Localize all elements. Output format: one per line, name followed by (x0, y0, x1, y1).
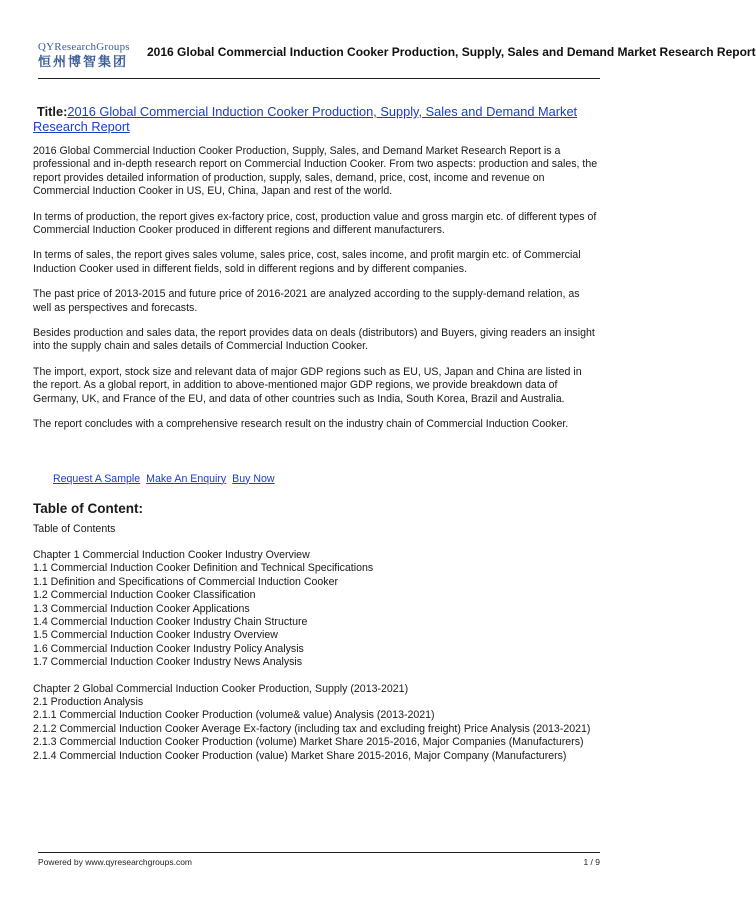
toc-line: 2.1.1 Commercial Induction Cooker Production (volume& value) Analysis (2013-2021) (33, 709, 435, 722)
toc-line: 1.6 Commercial Induction Cooker Industry Policy Analysis (33, 642, 304, 655)
report-paragraph: 2016 Global Commercial Induction Cooker Production, Supply, Sales, and Demand Market Research Report is a professional and in-depth research report on Commercial Induction Cooker. From two aspects: production and sales, the report provides detailed information of production, supply, sales, demand, price, cost, income and revenue on Commercial Induction Cooker in US, EU, China, Japan and rest of the world. (33, 145, 598, 198)
toc-line: Chapter 2 Global Commercial Induction Cooker Production, Supply (2013-2021) (33, 682, 409, 695)
toc-intro: Table of Contents (33, 522, 116, 535)
toc-line: 2.1.3 Commercial Induction Cooker Production (volume) Market Share 2015-2016, Major Companies (Manufacturers) (33, 736, 584, 749)
toc-line: 1.1 Commercial Induction Cooker Definition and Technical Specifications (33, 562, 374, 575)
toc-line: 1.5 Commercial Induction Cooker Industry Overview (33, 629, 278, 642)
buy-now-link[interactable]: Buy Now (232, 472, 275, 485)
toc-line: 1.3 Commercial Induction Cooker Applications (33, 602, 250, 615)
report-body (33, 104, 599, 763)
toc-heading: Table of Content: (33, 500, 143, 516)
footer-divider (38, 852, 600, 853)
report-paragraph: Besides production and sales data, the report provides data on deals (distributors) and Buyers, giving readers an insight into the supply chain and sales details of Commercial Induction Cooker. (33, 327, 595, 353)
toc-line: 1.1 Definition and Specifications of Commercial Induction Cooker (33, 575, 339, 588)
logo-text-top: QYResearchGroups (38, 41, 130, 53)
toc-line: 1.7 Commercial Induction Cooker Industry News Analysis (33, 656, 303, 669)
action-links (33, 473, 599, 501)
report-title (33, 104, 599, 134)
toc-line: 1.2 Commercial Induction Cooker Classification (33, 589, 256, 602)
footer-powered-by: Powered by www.qyresearchgroups.com (38, 857, 193, 867)
report-paragraph: The report concludes with a comprehensive research result on the industry chain of Commercial Induction Cooker. (33, 418, 569, 431)
toc-line: 2.1.2 Commercial Induction Cooker Average Ex-factory (including tax and excluding freight) Price Analysis (2013-2021) (33, 722, 591, 735)
page-header (0, 0, 756, 80)
make-enquiry-link[interactable]: Make An Enquiry (146, 472, 227, 485)
report-paragraph: In terms of sales, the report gives sales volume, sales price, cost, sales income, and profit margin etc. of Commercial Induction Cooker used in different fields, sold in different regions and by different companies. (33, 249, 581, 275)
report-paragraph: In terms of production, the report gives ex-factory price, cost, production value and gross margin etc. of different types of Commercial Induction Cooker produced in different regions and different manufacturers. (33, 210, 597, 237)
toc-line: 1.4 Commercial Induction Cooker Industry Chain Structure (33, 615, 308, 628)
request-sample-link[interactable]: Request A Sample (53, 472, 141, 485)
header-divider (38, 78, 600, 79)
report-paragraph: The import, export, stock size and relevant data of major GDP regions such as EU, US, Japan and China are listed in the report. As a global report, in addition to above-mentioned major GDP regions, we provide breakdown data of Germany, UK, and France of the EU, and data of other countries such as India, South Korea, Brazil and Australia. (33, 365, 582, 405)
header-title: 2016 Global Commercial Induction Cooker Production, Supply, Sales and Demand Market Research Report (147, 45, 756, 59)
page-number: 1 / 9 (583, 857, 600, 867)
logo-text-bottom: 恒州博智集团 (38, 55, 129, 70)
report-paragraph: The past price of 2013-2015 and future price of 2016-2021 are analyzed according to the supply-demand relation, as well as perspectives and forecasts. (33, 288, 580, 314)
toc-line: 2.1.4 Commercial Induction Cooker Production (value) Market Share 2015-2016, Major Company (Manufacturers) (33, 749, 567, 762)
toc-line: Chapter 1 Commercial Induction Cooker Industry Overview (33, 548, 310, 561)
title-label: Title: (37, 104, 68, 119)
report-title-link[interactable]: 2016 Global Commercial Induction Cooker Production, Supply, Sales and Demand Market Research Report (33, 104, 578, 134)
company-logo (38, 41, 138, 75)
toc-line: 2.1 Production Analysis (33, 695, 144, 708)
